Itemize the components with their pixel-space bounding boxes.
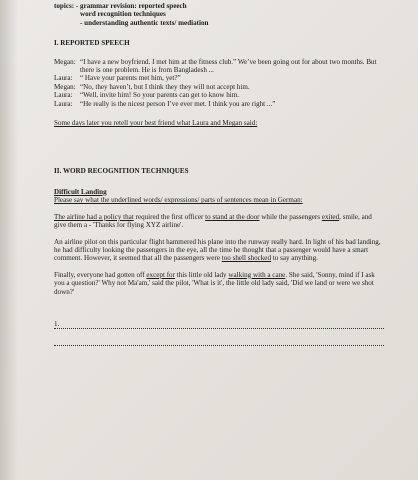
speaker: Laura: — [54, 99, 73, 108]
topics-block — [54, 2, 384, 27]
underlined-phrase: to stand at the door — [205, 212, 260, 221]
dialogue-line — [54, 83, 384, 91]
underlined-phrase: The airline had a policy that — [54, 212, 134, 221]
topic-item: - understanding authentic texts/ mediation — [80, 18, 209, 27]
dialogue-line — [54, 58, 384, 75]
dialogue-text: “Well, invite him! So your parents can get to know him. — [80, 91, 240, 100]
section-title-reported-speech: I. REPORTED SPEECH — [54, 39, 130, 48]
dialogue-text: “I have a new boyfriend. I met him at the fitness club.” We’ve been going out for about two months. But there is one problem. He is from Bangladesh ... — [80, 57, 377, 75]
dialogue-line — [54, 74, 384, 82]
underlined-phrase: too shell shocked — [221, 254, 272, 263]
topic-item: - grammar revision: reported speech — [75, 2, 187, 10]
dialogue-text: “No, they haven’t, but I think they they will not accept him. — [80, 82, 250, 91]
topic-item: word recognition techniques — [80, 10, 166, 19]
worksheet-content — [54, 2, 384, 346]
speaker: Laura: — [54, 74, 73, 83]
instruction: Please say what the underlined words/ expressions/ parts of sentences mean in German: — [54, 196, 303, 205]
dialogue-line — [54, 91, 384, 99]
underlined-phrase: exited — [321, 212, 340, 221]
speaker: Laura: — [54, 91, 73, 100]
speaker: Megan: — [54, 82, 76, 91]
underlined-phrase: except for — [146, 270, 175, 279]
speaker: Megan: — [54, 57, 76, 66]
dialogue-line — [54, 100, 384, 108]
section-title-word-recognition: II. WORD RECOGNITION TECHNIQUES — [54, 167, 189, 176]
page-edge-shadow — [0, 0, 18, 480]
paragraph-2: An airline pilot on this particular flight hammered his plane into the runway really hard. In light of his bad landing, he had difficulty looking the passengers in the eye, all the time he thought that a passenger would have a smart comment. However, it seemed that all the passengers were too shell shocked to say anything. — [54, 237, 381, 263]
paragraph-1: The airline had a policy that required the first officer to stand at the door while the passengers exited, smile, and give them a - 'Thanks for flying XYZ airline'. — [54, 212, 372, 230]
dialogue — [54, 58, 384, 108]
topics-label: topics: — [54, 2, 75, 10]
text-title: Difficult Landing — [54, 187, 107, 196]
underlined-phrase: walking with a cane — [228, 270, 286, 279]
dialogue-text: “He really is the nicest person I’ve ever met. I think you are right ...” — [80, 99, 276, 108]
dialogue-text: “ Have your parents met him, yet?” — [80, 74, 181, 83]
answer-number: 1. — [54, 319, 60, 328]
answer-line-2[interactable] — [54, 337, 384, 346]
retell-task: Some days later you retell your best friend what Laura and Megan said: — [54, 119, 258, 128]
paragraph-3: Finally, everyone had gotten off except for this little old lady walking with a cane. She said, 'Sonny, mind if I ask you a question?' Why not Ma'am,' said the pilot, 'What is it', the little old lady said, 'Did we land or were we shot down?' — [54, 270, 375, 296]
answer-line-1[interactable] — [54, 320, 384, 329]
